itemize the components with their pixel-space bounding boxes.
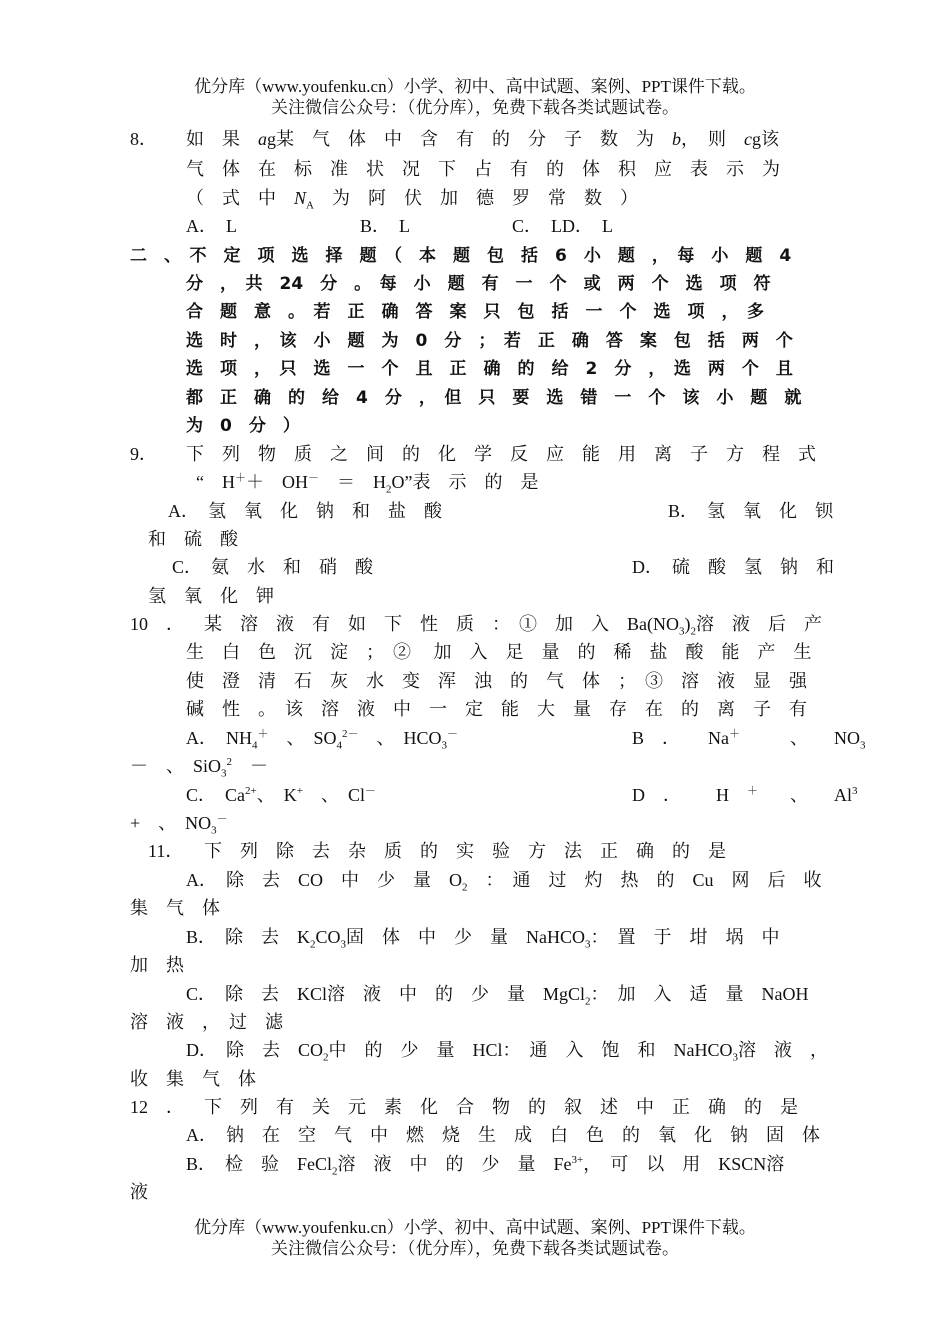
question-number: 12 ．	[130, 1097, 184, 1117]
question-text: 某 溶 液 有 如 下 性 质 ： ① 加 入 $Ba(NO_3)_2$溶 液 后 产	[204, 614, 822, 638]
page-header-line2: 关注微信公众号：（优分库），免费下载各类试题试卷。	[271, 98, 679, 117]
question-text: 下 列 物 质 之 间 的 化 学 反 应 能 用 离 子 方 程 式	[186, 444, 816, 464]
q12-option-a	[0, 1121, 950, 1149]
q11-option-d	[0, 1036, 950, 1064]
q9-options-ab	[0, 497, 950, 525]
question-number: 11．	[148, 841, 184, 861]
q10-option-d-cont	[0, 809, 950, 837]
option-b-sep: 、	[790, 728, 808, 748]
q9-option-d-cont	[0, 582, 950, 610]
q10-options-ab	[0, 724, 950, 752]
option-c: C． $Ca^{2+}$、 K+ 、 Cl－	[186, 785, 376, 805]
option-a: A． $NH_4^+$ 、 $SO_4^{2-}$ 、 $HCO_3^-$	[186, 728, 459, 752]
q10-options-cd	[0, 781, 950, 809]
section-heading: 选 项 ， 只 选 一 个 且 正 确 的 给 2 分 ， 选 两 个 且	[186, 359, 793, 379]
question-number: 10 ．	[130, 614, 184, 634]
question-text: （ 式 中 $N_A$ 为 阿 伏 加 德 罗 常 数 ）	[186, 188, 638, 212]
option-a: A． 钠 在 空 气 中 燃 烧 生 成 白 色 的 氧 化 钠 固 体	[186, 1125, 820, 1145]
question-number: 9．	[130, 444, 157, 464]
option-d-ion2: Al$^3$	[834, 785, 858, 805]
option-d-label: D ．	[632, 785, 681, 805]
q12-option-b	[0, 1150, 950, 1178]
option-c: C． 氨 水 和 硝 酸	[172, 557, 374, 577]
q9-option-b-cont	[0, 525, 950, 553]
option-b-ion1: Na＋	[708, 728, 740, 748]
option-b: B． 检 验 FeCl$_2$溶 液 中 的 少 量 $Fe^{3+}$， 可 以 用 KSCN溶	[186, 1154, 785, 1178]
q10-line1	[0, 610, 950, 638]
q11-option-d-cont	[0, 1065, 950, 1093]
q11-option-c	[0, 980, 950, 1008]
question-text: 下 列 有 关 元 素 化 合 物 的 叙 述 中 正 确 的 是	[204, 1097, 798, 1117]
section-heading: 为 0 分 ）	[186, 416, 300, 436]
q11-option-a-cont	[0, 894, 950, 922]
question-number: 8．	[130, 129, 157, 149]
q9-options-cd	[0, 553, 950, 581]
q10-line3	[0, 667, 950, 695]
option-d-continued: + 、 $NO_3^-$	[130, 813, 228, 837]
section-heading: 选 时 ， 该 小 题 为 0 分 ； 若 正 确 答 案 包 括 两 个	[186, 331, 793, 351]
section-heading: 都 正 确 的 给 4 分 ， 但 只 要 选 错 一 个 该 小 题 就	[186, 388, 802, 408]
option-d-sep: 、	[790, 785, 808, 805]
q11-option-b	[0, 923, 950, 951]
q8-line3	[0, 184, 950, 212]
option-b-continued: － 、 SiO$_3^2$ －	[130, 756, 269, 780]
q10-line4	[0, 695, 950, 723]
question-text: 下 列 除 去 杂 质 的 实 验 方 法 正 确 的 是	[204, 841, 726, 861]
q10-line2	[0, 638, 950, 666]
question-text: 如 果 ag某 气 体 中 含 有 的 分 子 数 为 b， 则 cg该	[186, 129, 779, 149]
q8-line2	[0, 155, 950, 183]
option-d: D． 硫 酸 氢 钠 和	[632, 557, 834, 577]
question-text: 气 体 在 标 准 状 况 下 占 有 的 体 积 应 表 示 为	[186, 159, 780, 179]
ionic-equation: “ H＋＋ OH－ ＝ $H_2O$”表 示 的 是	[196, 472, 539, 496]
option-d-continued: 收 集 气 体	[130, 1069, 256, 1089]
page-footer-line2: 关注微信公众号：（优分库），免费下载各类试题试卷。	[271, 1239, 679, 1258]
page-footer-line1: 优分库（www.youfenku.cn）小学、初中、高中试题、案例、PPT课件下载。	[194, 1218, 756, 1237]
option-d: D． 除 去 $CO_2$中 的 少 量 HCl： 通 入 饱 和 NaHCO$_3$溶 液 ，	[186, 1040, 829, 1064]
option-a: A． 除 去 CO 中 少 量 $O_2$ ： 通 过 灼 热 的 Cu 网 后 收	[186, 870, 822, 894]
page-header-line1: 优分库（www.youfenku.cn）小学、初中、高中试题、案例、PPT课件下载。	[194, 77, 756, 96]
q12-option-b-cont	[0, 1178, 950, 1206]
q8-line1	[0, 125, 950, 153]
option-b: B． L	[360, 216, 411, 236]
q12-line1	[0, 1093, 950, 1121]
option-c: C． 除 去 KCl溶 液 中 的 少 量 MgCl$_2$： 加 入 适 量 NaOH	[186, 984, 809, 1008]
q9-line1	[0, 440, 950, 468]
q8-options	[0, 212, 950, 240]
q10-option-b-cont	[0, 752, 950, 780]
option-b-continued: 液	[130, 1182, 148, 1202]
q11-option-a	[0, 866, 950, 894]
option-b-continued: 和 硫 酸	[148, 529, 238, 549]
option-b: B． 除 去 $K_2CO_3$固 体 中 少 量 NaHCO$_3$： 置 于 坩 埚 中	[186, 927, 780, 951]
q11-line1	[0, 837, 950, 865]
option-a: A． L	[186, 216, 237, 236]
option-b-continued: 加 热	[130, 955, 184, 975]
q11-option-b-cont	[0, 951, 950, 979]
option-b-ion2: $NO_3$	[834, 728, 866, 752]
q9-equation	[0, 468, 950, 496]
q11-option-c-cont	[0, 1008, 950, 1036]
option-a: A． 氢 氧 化 钠 和 盐 酸	[168, 501, 442, 521]
question-text: 生 白 色 沉 淀 ； ② 加 入 足 量 的 稀 盐 酸 能 产 生	[186, 642, 812, 662]
section-heading: 分 ， 共 24 分 。 每 小 题 有 一 个 或 两 个 选 项 符	[186, 274, 771, 294]
option-b-label: B ．	[632, 728, 681, 748]
option-b: B． 氢 氧 化 钡	[668, 501, 834, 521]
section-heading: 二 、 不 定 项 选 择 题 （ 本 题 包 括 6 小 题 ， 每 小 题 4	[130, 246, 792, 266]
section-heading: 合 题 意 。 若 正 确 答 案 只 包 括 一 个 选 项 ， 多	[186, 302, 764, 322]
option-c-continued: 溶 液 ， 过 滤	[130, 1012, 283, 1032]
option-c-d: C． LD． L	[512, 216, 613, 236]
option-a-continued: 集 气 体	[130, 898, 220, 918]
question-text: 碱 性 。 该 溶 液 中 一 定 能 大 量 存 在 的 离 子 有	[186, 699, 807, 719]
question-text: 使 澄 清 石 灰 水 变 浑 浊 的 气 体 ； ③ 溶 液 显 强	[186, 671, 807, 691]
option-d-ion1: H ＋	[716, 785, 758, 805]
option-d-continued: 氢 氧 化 钾	[148, 586, 274, 606]
